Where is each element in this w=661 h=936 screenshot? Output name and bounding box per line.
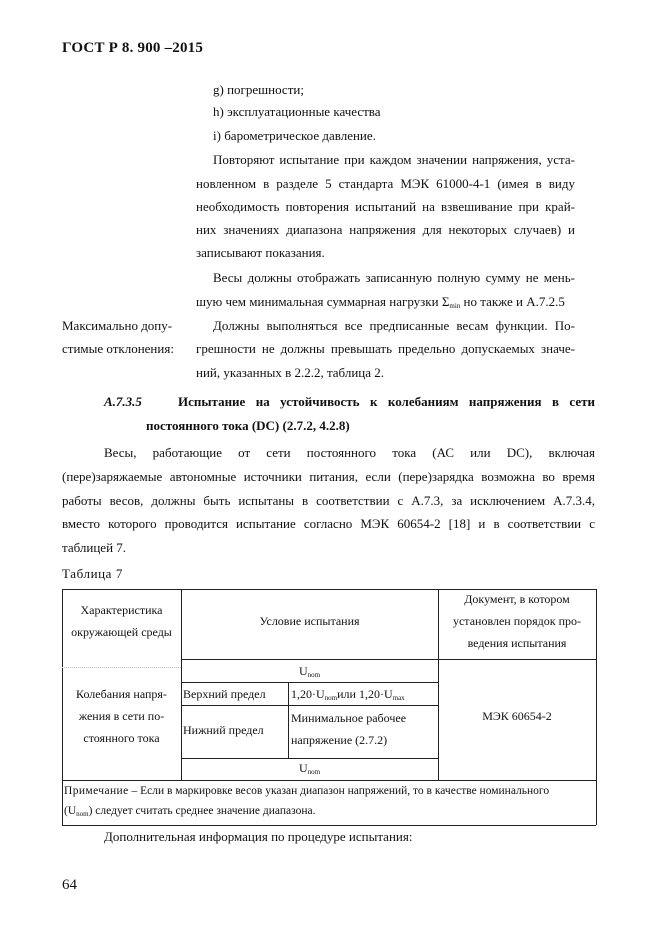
list-item: h) эксплуатационные качества bbox=[213, 104, 381, 119]
document-header: ГОСТ Р 8. 900 –2015 bbox=[62, 40, 204, 56]
cell-text: Колебания напря- bbox=[76, 687, 167, 701]
subscript: min bbox=[449, 302, 461, 310]
cell-text: Документ, в котором bbox=[464, 592, 570, 606]
cell-text: – Если в маркировке весов указан диапазон напряжений, то в качестве номинального bbox=[128, 785, 550, 797]
list-item: g) погрешности; bbox=[213, 82, 304, 97]
cell-text: жения в сети по- bbox=[78, 709, 165, 723]
paragraph-line: (пере)заряжаемые автономные источники питания, если (пере)зарядка возможна во время bbox=[62, 469, 595, 484]
section-title: Испытание на устойчивость к колебаниям напряжения в сети bbox=[178, 394, 595, 409]
cell-text: ведения испытания bbox=[467, 636, 567, 650]
cell-text: или 1,20·U bbox=[337, 687, 393, 701]
cell-text: 1,20·U bbox=[291, 687, 325, 701]
paragraph-line: Весы должны отображать записанную полную сумму не мень- bbox=[213, 270, 575, 285]
cell-text: Характеристика bbox=[80, 603, 163, 617]
table-border bbox=[62, 667, 181, 668]
paragraph-line: вместо которого проводится испытание согласно МЭК 60654-2 [18] и в соответствии с bbox=[62, 516, 595, 531]
cell-text: установлен порядок про- bbox=[452, 614, 581, 628]
side-label: Максимально допу- bbox=[62, 318, 173, 333]
paragraph-line: Дополнительная информация по процедуре испытания: bbox=[104, 829, 413, 844]
paragraph-line: таблицей 7. bbox=[62, 540, 127, 555]
cell-text: напряжение (2.7.2) bbox=[291, 733, 388, 747]
paragraph-line: Весы, работающие от сети постоянного тока (АС или DC), включая bbox=[104, 445, 595, 460]
paragraph-line: работы весов, должны быть испытаны в соответствии с А.7.3, за исключением А.7.3.4, bbox=[62, 493, 595, 508]
section-heading bbox=[104, 394, 595, 410]
section-title-cont: постоянного тока (DC) (2.7.2, 4.2.8) bbox=[146, 418, 350, 433]
cell-text: U bbox=[298, 761, 308, 775]
subscript: nom bbox=[307, 768, 321, 776]
table-cell: Нижний предел bbox=[183, 723, 264, 737]
table-border bbox=[62, 825, 596, 826]
subscript: nom bbox=[324, 694, 338, 702]
table-note bbox=[64, 780, 594, 802]
text-fragment: но также и А.7.2.5 bbox=[460, 294, 565, 309]
paragraph-line: них значениях диапазона напряжения для некоторых случаев) и bbox=[196, 222, 575, 237]
table-cell: Верхний предел bbox=[183, 687, 266, 701]
text-fragment: шую чем минимальная суммарная нагрузки Σ bbox=[196, 294, 450, 309]
paragraph-line: новленном в разделе 5 стандарта МЭК 61000-4-1 (имея в виду bbox=[196, 176, 575, 191]
cell-text: U bbox=[298, 664, 308, 678]
table-note bbox=[64, 800, 594, 825]
table-cell: МЭК 60654-2 bbox=[482, 709, 552, 723]
table-border bbox=[288, 682, 289, 758]
table-caption: Таблица 7 bbox=[62, 566, 123, 581]
cell-text: ) следует считать среднее значение диапазона. bbox=[88, 805, 316, 817]
paragraph-line: Повторяют испытание при каждом значении напряжения, уста- bbox=[213, 152, 575, 167]
table-header-cell bbox=[438, 588, 596, 654]
paragraph-line: необходимость повторения испытаний на взвешивание при край- bbox=[196, 199, 575, 214]
table-border bbox=[596, 589, 597, 825]
page-number: 64 bbox=[62, 877, 77, 893]
paragraph-line: ний, указанных в 2.2.2, таблица 2. bbox=[196, 365, 385, 380]
cell-text: (U bbox=[64, 805, 77, 817]
cell-text: окружающей среды bbox=[71, 625, 172, 639]
table-cell bbox=[291, 707, 437, 751]
paragraph-line: грешности не должны превышать предельно допускаемых значе- bbox=[196, 341, 575, 356]
subscript: max bbox=[392, 694, 405, 702]
side-label: стимые отклонения: bbox=[62, 341, 174, 356]
paragraph-line bbox=[196, 294, 565, 314]
table-header-cell bbox=[62, 599, 181, 643]
paragraph-line: Должны выполняться все предписанные весам функции. По- bbox=[213, 318, 575, 333]
section-number: А.7.3.5 bbox=[104, 394, 142, 409]
subscript: nom bbox=[307, 671, 321, 679]
list-item: i) барометрическое давление. bbox=[213, 128, 376, 143]
paragraph-line: записывают показания. bbox=[196, 245, 325, 260]
subscript: nom bbox=[76, 810, 89, 818]
cell-text: стоянного тока bbox=[83, 731, 160, 745]
cell-text: Минимальное рабочее bbox=[291, 711, 407, 725]
note-lead: Примечание bbox=[64, 785, 129, 797]
table-cell bbox=[291, 683, 437, 709]
table-row-label bbox=[62, 683, 181, 749]
table-header-cell: Условие испытания bbox=[259, 614, 360, 628]
data-table bbox=[62, 589, 596, 825]
